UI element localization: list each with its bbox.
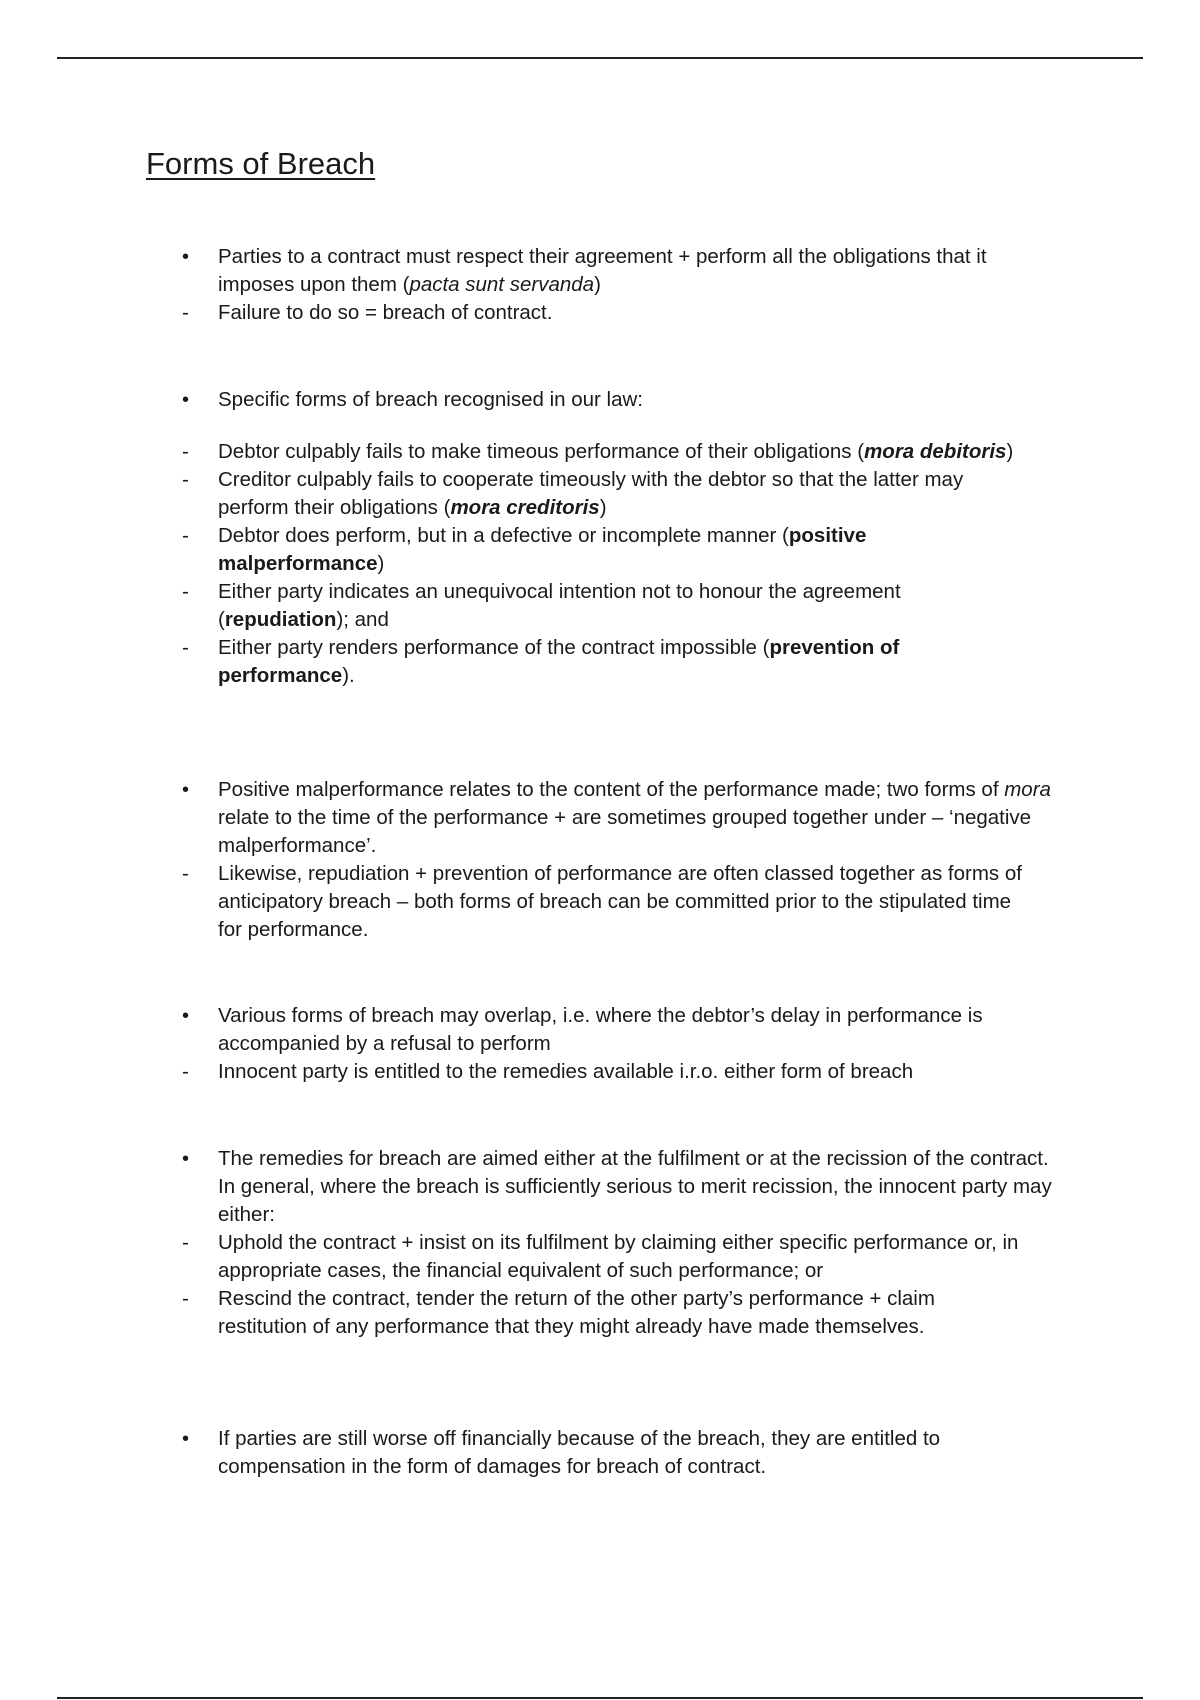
- bullet-section: [182, 1002, 1062, 1086]
- bullet-section: [182, 776, 1062, 944]
- emphasis-term: mora creditoris: [450, 496, 600, 519]
- bullet-icon: •: [182, 246, 190, 268]
- sub-item-text: Debtor culpably fails to make timeous performance of their obligations (mora debitoris): [218, 440, 1014, 463]
- bullet-text: Positive malperformance relates to the content of the performance made; two forms of mora relate to the time of the performance + are sometimes grouped together under – ‘negative malperformance’.: [218, 778, 1051, 857]
- bullet-text: If parties are still worse off financially because of the breach, they are entitled to compensation in the form of damages for breach of contract.: [218, 1427, 941, 1478]
- sub-list: [146, 1229, 1062, 1341]
- page-title: Forms of Breach: [146, 146, 376, 181]
- sub-list: [146, 1058, 1062, 1086]
- emphasis-term: repudiation: [224, 608, 337, 631]
- bullet-icon: •: [182, 1428, 190, 1450]
- dash-icon: -: [182, 862, 189, 885]
- emphasis-term: mora: [1004, 778, 1051, 801]
- bullet-icon: •: [182, 1005, 190, 1027]
- sub-list-item: [146, 634, 1026, 690]
- sub-item-text: Either party indicates an unequivocal intention not to honour the agreement (repudiation); and: [218, 580, 901, 631]
- emphasis-term: positive malperformance: [218, 524, 867, 575]
- bullet-text: Parties to a contract must respect their agreement + perform all the obligations that it imposes upon them (pacta sunt servanda): [218, 245, 987, 296]
- sub-item-text: Failure to do so = breach of contract.: [218, 301, 553, 324]
- dash-icon: -: [182, 440, 189, 463]
- dash-icon: -: [182, 1060, 189, 1083]
- dash-icon: -: [182, 468, 189, 491]
- sub-list: [146, 299, 1062, 327]
- sub-item-text: Likewise, repudiation + prevention of performance are often classed together as forms of anticipatory breach – both forms of breach can be committed prior to the stipulated time for performance.: [218, 862, 1022, 941]
- sub-list-item: [146, 1285, 1026, 1341]
- bullet-section: [182, 1145, 1062, 1341]
- sub-list-item: [146, 860, 1026, 944]
- dash-icon: -: [182, 580, 189, 603]
- sub-list-item: [146, 1058, 1026, 1086]
- bullet-icon: •: [182, 389, 190, 411]
- bullet-icon: •: [182, 779, 190, 801]
- bullet-text: Specific forms of breach recognised in our law:: [218, 388, 644, 411]
- sub-list-item: [146, 299, 1026, 327]
- bullet-text: Various forms of breach may overlap, i.e. where the debtor’s delay in performance is accompanied by a refusal to perform: [218, 1004, 983, 1055]
- bullet-section: [182, 243, 1062, 327]
- bullet-section: [182, 386, 1062, 690]
- sub-list-item: [146, 578, 1026, 634]
- emphasis-term: pacta sunt servanda: [409, 273, 595, 296]
- bullet-icon: •: [182, 1148, 190, 1170]
- bottom-rule: [57, 1697, 1143, 1699]
- sub-list-item: [146, 1229, 1026, 1285]
- sub-item-text: Debtor does perform, but in a defective or incomplete manner (positive malperformance): [218, 524, 867, 575]
- sub-item-text: Uphold the contract + insist on its fulfilment by claiming either specific performance or, in appropriate cases, the financial equivalent of such performance; or: [218, 1231, 1019, 1282]
- sub-item-text: Creditor culpably fails to cooperate timeously with the debtor so that the latter may perform their obligations (mora creditoris): [218, 468, 964, 519]
- sub-list-item: [146, 438, 1026, 466]
- bullet-text: The remedies for breach are aimed either at the fulfilment or at the recission of the contract. In general, where the breach is sufficiently serious to merit recission, the innocent party may either:: [218, 1147, 1052, 1226]
- dash-icon: -: [182, 1287, 189, 1310]
- dash-icon: -: [182, 636, 189, 659]
- top-rule: [57, 57, 1143, 59]
- dash-icon: -: [182, 1231, 189, 1254]
- sub-item-text: Rescind the contract, tender the return of the other party’s performance + claim restitution of any performance that they might already have made themselves.: [218, 1287, 935, 1338]
- sub-list-item: [146, 466, 1026, 522]
- sub-item-text: Innocent party is entitled to the remedies available i.r.o. either form of breach: [218, 1060, 914, 1083]
- bullet-section: [182, 1425, 1062, 1481]
- dash-icon: -: [182, 301, 189, 324]
- sub-item-text: Either party renders performance of the contract impossible (prevention of performance).: [218, 636, 900, 687]
- emphasis-term: prevention of performance: [218, 636, 900, 687]
- sub-list: [146, 438, 1062, 690]
- sub-list: [146, 860, 1062, 944]
- dash-icon: -: [182, 524, 189, 547]
- sub-list-item: [146, 522, 1026, 578]
- emphasis-term: mora debitoris: [864, 440, 1007, 463]
